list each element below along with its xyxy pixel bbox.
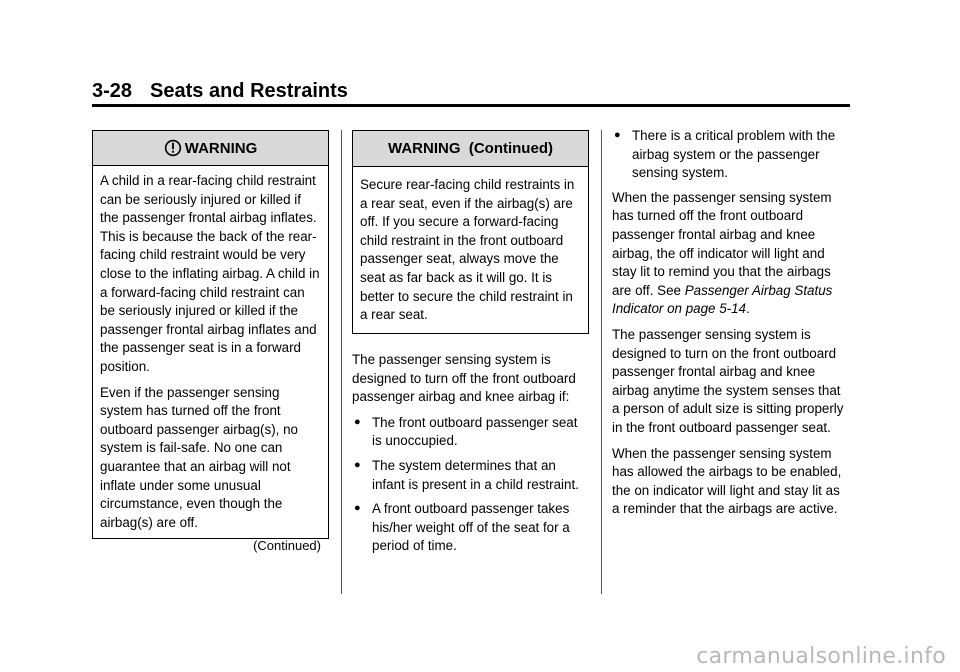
status-paragraph-end: .	[746, 301, 750, 317]
warning-continued-header	[353, 131, 588, 167]
warning-continued-box	[352, 130, 589, 334]
cross-reference-link[interactable]: Passenger Airbag Status Indicator on page 5-14	[612, 282, 833, 317]
section-title: Seats and Restraints	[150, 80, 348, 102]
bullet-icon: ●	[354, 502, 361, 515]
header-rule	[92, 104, 850, 107]
warning-continued-title: WARNING (Continued)	[388, 140, 553, 157]
warning-paragraph: A child in a rear-facing child restraint can be seriously injured or killed if the passenger frontal airbag inflates. This is because the back of the rear-facing child restraint would be very close to the inflating airbag. A child in a forward-facing child restraint can be seriously injured or killed if the passenger frontal airbag inflates and the passenger seat is in a forward position.	[100, 173, 320, 374]
active-paragraph: When the passenger sensing system has allowed the airbags to be enabled, the on indicator will light and stay lit as a reminder that the airbags are active.	[612, 445, 842, 517]
list-item-text: The front outboard passenger seat is unoccupied.	[372, 414, 578, 449]
status-paragraph	[612, 189, 844, 319]
bullet-icon: ●	[614, 129, 621, 141]
warning-body	[93, 166, 328, 556]
list-item	[612, 127, 844, 183]
middle-column-text	[352, 351, 589, 562]
list-item	[352, 457, 589, 494]
page-number: 3-28	[92, 80, 133, 102]
list-item	[352, 500, 589, 556]
list-item-text: There is a critical problem with the airbag system or the passenger sensing system.	[632, 128, 836, 181]
warning-title: WARNING	[184, 139, 258, 157]
column-divider-1	[341, 130, 342, 594]
warning-header	[93, 131, 328, 166]
continued-label: (Continued)	[253, 538, 321, 554]
warning-paragraph: Even if the passenger sensing system has turned off the front outboard passenger airbag(s), no system is fail-safe. No one can guarantee that an airbag will not inflate under some unusual circumstance, even though the airbag(s) are off.	[100, 384, 299, 530]
warning-box	[92, 130, 329, 554]
column-divider-2	[601, 130, 602, 594]
bullet-icon: ●	[354, 415, 361, 428]
page-header	[92, 80, 348, 103]
list-item-text: A front outboard passenger takes his/her weight off of the seat for a period of time.	[372, 501, 570, 554]
enable-paragraph: The passenger sensing system is designed to turn on the front outboard passenger frontal airbag and knee airbag anytime the system senses that a person of adult size is sitting properly in the front outboard passenger seat.	[612, 326, 844, 435]
bullet-icon: ●	[354, 458, 361, 471]
watermark: carmanualsonline.info	[696, 644, 946, 669]
warning-continued-body	[353, 167, 588, 325]
list-item-text: The system determines that an infant is present in a child restraint.	[372, 457, 579, 492]
intro-paragraph: The passenger sensing system is designed to turn off the front outboard passenger airbag and knee airbag if:	[352, 352, 576, 405]
list-item	[352, 414, 589, 451]
status-paragraph-text: When the passenger sensing system has turned off the front outboard passenger frontal airbag and knee airbag, the off indicator will light and stay lit to remind you that the airbags are off. See	[612, 189, 832, 298]
right-column-text	[612, 127, 844, 526]
warning-icon	[164, 139, 182, 157]
warning-paragraph: Secure rear-facing child restraints in a rear seat, even if the airbag(s) are off. If you secure a forward-facing child restraint in the front outboard passenger seat, always move the seat as far back as it will go. It is better to secure the child restraint in a rear seat.	[360, 177, 575, 323]
